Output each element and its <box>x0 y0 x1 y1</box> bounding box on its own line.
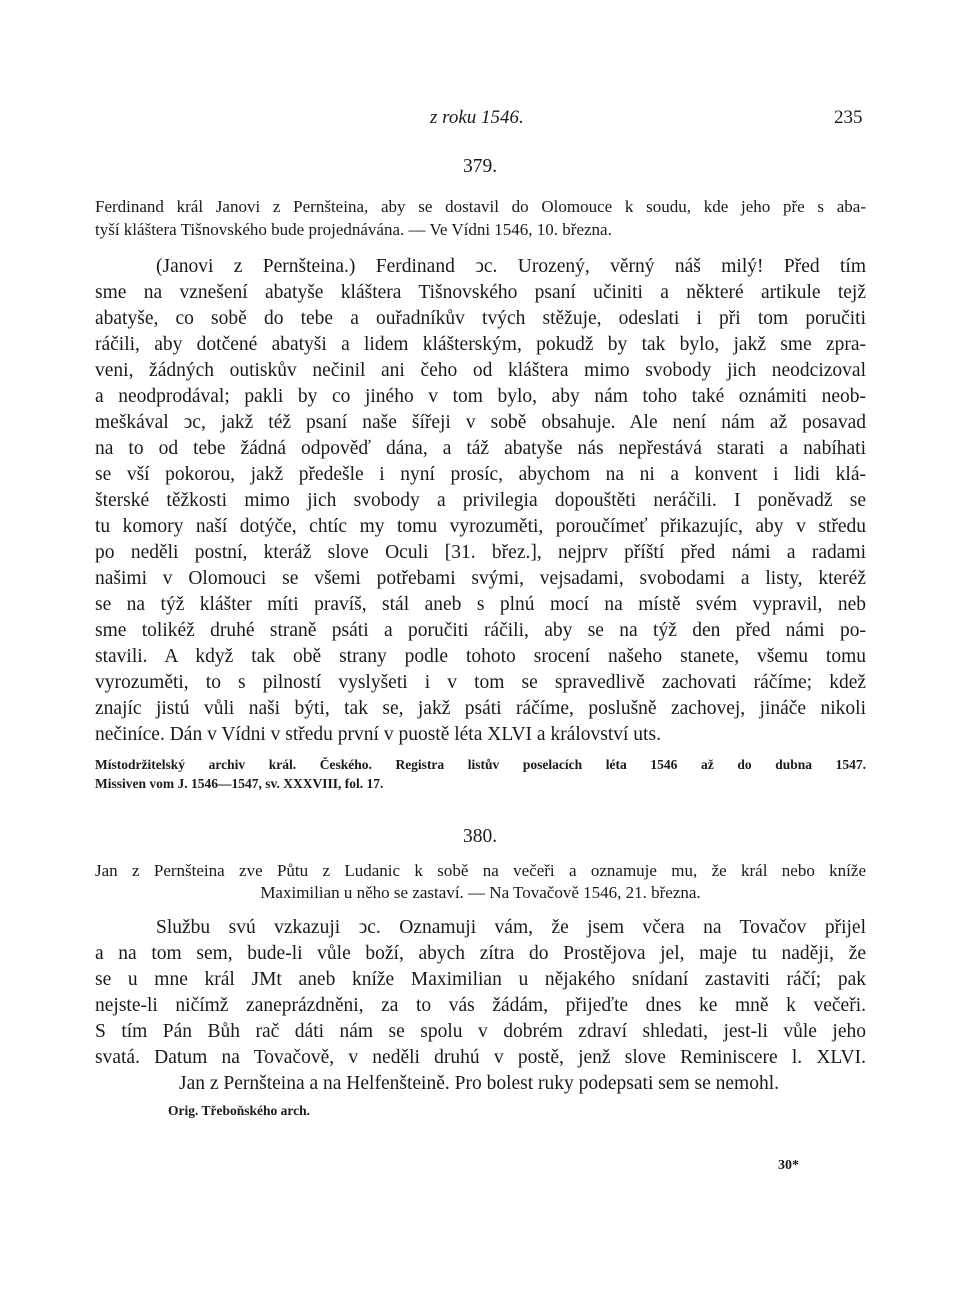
body-line: abatyše, co sobě do tebe a ouřadníkův tvých stěžuje, odeslati i při tom poručiti <box>95 308 866 329</box>
body-line: po neděli postní, kteráž slove Oculi [31. břez.], nejprv příští před námi a radami <box>95 542 866 563</box>
body-line: meškával ↄc, jakž též psaní naše šířeji v sobě obsahuje. Ale není nám až posavad <box>95 412 866 433</box>
page-number: 235 <box>834 107 863 128</box>
body-line: na to od tebe žádná odpověď dána, a táž abatyše nás nepřestává starati a nabíhati <box>95 438 866 459</box>
body-line: se vší pokorou, jakž předešle i nyní prosíc, abychom na ni a konvent i lidi klá- <box>95 464 866 485</box>
body-line: (Janovi z Pernšteina.) Ferdinand ↄc. Urozený, věrný náš milý! Před tím <box>156 256 866 277</box>
summary-line: Jan z Pernšteina zve Půtu z Ludanic k sobě na večeři a oznamuje mu, že král nebo kníže <box>95 861 866 880</box>
sheet-signature: 30* <box>778 1158 799 1173</box>
body-line: a na tom sem, bude-li vůle boží, abych zítra do Prostějova jel, maje tu naději, že <box>95 943 866 964</box>
running-header <box>0 107 960 139</box>
body-line: se u mne král JMt aneb kníže Maximilian u nějakého snídaní zastaviti ráčí; pak <box>95 969 866 990</box>
body-line: vyrozuměti, to s pilností vyslyšeti i v tom se spravedlivě zachovati ráčíme; kdež <box>95 672 866 693</box>
body-line: nečiníce. Dán v Vídni v středu první v puostě léta XLVI a království uts. <box>95 724 661 745</box>
body-line: šterské těžkosti mimo jich svobody a privilegia dopouštěti neráčili. I poněvadž se <box>95 490 866 511</box>
body-line: našimi v Olomouci se všemi potřebami svými, vejsadami, svobodami a listy, kteréž <box>95 568 866 589</box>
body-line: ráčili, aby dotčené abatyši a lidem klášterským, pokudž by tak bylo, jakž sme zpra- <box>95 334 866 355</box>
source-line: Místodržitelský archiv král. Českého. Registra listův poselacích léta 1546 až do dubna 1547. <box>95 757 866 772</box>
body-line: a neodprodával; pakli by co jiného v tom bylo, aby nám toho také oznámiti neob- <box>95 386 866 407</box>
body-line: veni, žádných outiskův nečinil ani čeho od kláštera mimo svobody jich neodcizoval <box>95 360 866 381</box>
source-line: Missiven vom J. 1546—1547, sv. XXXVIII, fol. 17. <box>95 776 384 791</box>
summary-line: Maximilian u něho se zastaví. — Na Tovačově 1546, 21. března. <box>260 883 701 902</box>
summary-line: Ferdinand král Janovi z Pernšteina, aby se dostavil do Olomouce k soudu, kde jeho pře s aba- <box>95 197 866 216</box>
archive-note: Orig. Třeboňského arch. <box>168 1103 311 1118</box>
body-line: sme na vznešení abatyše kláštera Tišnovského psaní učiniti a některé artikule tejž <box>95 282 866 303</box>
signature-line: Jan z Pernšteina a na Helfenšteině. Pro bolest ruky podepsati sem se nemohl. <box>179 1073 780 1094</box>
body-line: svatá. Datum na Tovačově, v neděli druhú v postě, jenž slove Reminiscere l. XLVI. <box>95 1047 866 1068</box>
body-line: sme tolikéž druhé straně psáti a poručiti ráčili, aby se na týž den před námi po- <box>95 620 866 641</box>
body-line: nejste-li ničímž zaneprázdněni, za to vás žádám, přijeďte dnes ke mně k večeři. <box>95 995 866 1016</box>
body-line: znajíc jistú vůli naši býti, tak se, jakž psáti ráčíme, poslušně zachovej, jináče nikoli <box>95 698 866 719</box>
body-line: S tím Pán Bůh rač dáti nám se spolu v dobrém zdraví shledati, jest-li vůle jeho <box>95 1021 866 1042</box>
summary-line: tyší kláštera Tišnovského bude projednávána. — Ve Vídni 1546, 10. března. <box>95 220 612 239</box>
running-title: z roku 1546. <box>430 107 524 128</box>
body-line: Službu svú vzkazuji ↄc. Oznamuji vám, že jsem včera na Tovačov přijel <box>156 917 866 938</box>
body-line: tu komory naší dotýče, chtíc my tomu vyrozuměti, poroučímeť přikazujíc, aby v středu <box>95 516 866 537</box>
document-number-380: 380. <box>462 826 498 847</box>
document-number-379: 379. <box>462 156 498 177</box>
body-line: se na týž klášter míti pravíš, stál aneb s plnú mocí na místě svém vypravil, neb <box>95 594 866 615</box>
body-line: stavili. A když tak obě strany podle tohoto srocení našeho stanete, všemu tomu <box>95 646 866 667</box>
